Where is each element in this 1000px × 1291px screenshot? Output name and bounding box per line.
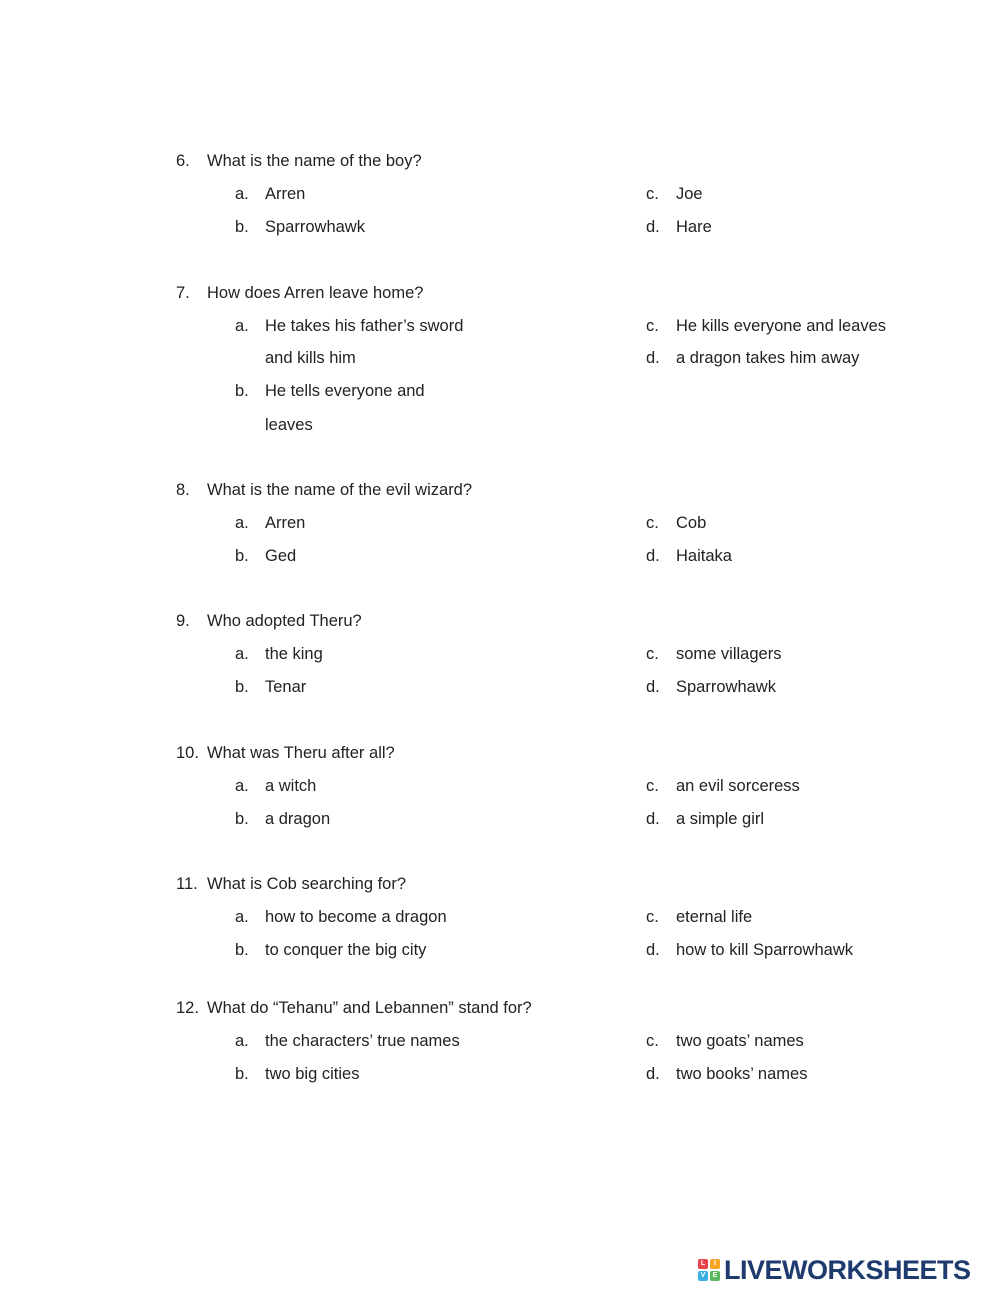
logo-text: LIVEWORKSHEETS bbox=[724, 1254, 971, 1285]
option-text: eternal life bbox=[676, 908, 753, 926]
option-letter: c. bbox=[646, 185, 659, 203]
question-number: 11. bbox=[176, 875, 198, 893]
option-text: two goats’ names bbox=[676, 1032, 804, 1050]
option-letter: c. bbox=[646, 317, 659, 335]
option-letter: b. bbox=[235, 678, 249, 696]
question-number: 9. bbox=[176, 612, 190, 630]
question-number: 12. bbox=[176, 999, 199, 1017]
option-text: He kills everyone and leaves bbox=[676, 317, 887, 335]
question-number: 8. bbox=[176, 481, 190, 499]
option-letter: b. bbox=[235, 547, 249, 565]
question-text: What is the name of the evil wizard? bbox=[207, 481, 473, 499]
option-letter: a. bbox=[235, 317, 249, 335]
option-text: two books’ names bbox=[676, 1065, 808, 1083]
option-letter: b. bbox=[235, 941, 249, 959]
option-text: Cob bbox=[676, 514, 707, 532]
option-text: He tells everyone and bbox=[265, 382, 425, 400]
question-number: 6. bbox=[176, 152, 190, 170]
option-letter: d. bbox=[646, 941, 660, 959]
option-letter: d. bbox=[646, 349, 660, 367]
option-text: an evil sorceress bbox=[676, 777, 800, 795]
option-text: a witch bbox=[265, 777, 317, 795]
option-text: Arren bbox=[265, 185, 306, 203]
option-letter: c. bbox=[646, 777, 659, 795]
option-text: two big cities bbox=[265, 1065, 360, 1083]
option-text: leaves bbox=[265, 416, 313, 434]
option-text: some villagers bbox=[676, 645, 782, 663]
option-letter: a. bbox=[235, 908, 249, 926]
option-letter: a. bbox=[235, 185, 249, 203]
option-text: Sparrowhawk bbox=[676, 678, 776, 696]
option-text: Arren bbox=[265, 514, 306, 532]
option-text: the king bbox=[265, 645, 323, 663]
logo-mark-tile: I bbox=[710, 1259, 720, 1269]
option-text: Haitaka bbox=[676, 547, 732, 565]
option-text: a simple girl bbox=[676, 810, 765, 828]
option-letter: d. bbox=[646, 218, 660, 236]
option-text: Sparrowhawk bbox=[265, 218, 365, 236]
option-text: how to kill Sparrowhawk bbox=[676, 941, 853, 959]
question-text: What is Cob searching for? bbox=[207, 875, 407, 893]
option-text: a dragon bbox=[265, 810, 331, 828]
option-letter: a. bbox=[235, 514, 249, 532]
option-text: Joe bbox=[676, 185, 703, 203]
logo-mark-tile: V bbox=[698, 1271, 708, 1281]
option-letter: c. bbox=[646, 645, 659, 663]
option-letter: c. bbox=[646, 1032, 659, 1050]
option-letter: d. bbox=[646, 547, 660, 565]
question-text: What do “Tehanu” and Lebannen” stand for? bbox=[207, 999, 532, 1017]
option-text: Tenar bbox=[265, 678, 307, 696]
liveworksheets-logo[interactable] bbox=[698, 1254, 971, 1286]
option-letter: c. bbox=[646, 908, 659, 926]
option-letter: d. bbox=[646, 1065, 660, 1083]
option-text: Ged bbox=[265, 547, 297, 565]
option-text: Hare bbox=[676, 218, 712, 236]
option-letter: b. bbox=[235, 382, 249, 400]
option-letter: d. bbox=[646, 678, 660, 696]
question-text: What is the name of the boy? bbox=[207, 152, 422, 170]
question-number: 7. bbox=[176, 284, 190, 302]
option-text: He takes his father’s sword bbox=[265, 317, 464, 335]
option-text: a dragon takes him away bbox=[676, 349, 860, 367]
option-letter: d. bbox=[646, 810, 660, 828]
option-letter: a. bbox=[235, 777, 249, 795]
logo-mark-tile: L bbox=[698, 1259, 708, 1269]
option-text: and kills him bbox=[265, 349, 356, 367]
option-letter: c. bbox=[646, 514, 659, 532]
question-text: What was Theru after all? bbox=[207, 744, 395, 762]
option-text: to conquer the big city bbox=[265, 941, 427, 959]
option-text: how to become a dragon bbox=[265, 908, 447, 926]
question-number: 10. bbox=[176, 744, 199, 762]
logo-mark-icon bbox=[698, 1259, 720, 1281]
option-letter: a. bbox=[235, 1032, 249, 1050]
option-text: the characters’ true names bbox=[265, 1032, 460, 1050]
question-text: How does Arren leave home? bbox=[207, 284, 424, 302]
option-letter: b. bbox=[235, 1065, 249, 1083]
option-letter: b. bbox=[235, 810, 249, 828]
option-letter: b. bbox=[235, 218, 249, 236]
option-letter: a. bbox=[235, 645, 249, 663]
logo-mark-tile: E bbox=[710, 1271, 720, 1281]
question-text: Who adopted Theru? bbox=[207, 612, 362, 630]
